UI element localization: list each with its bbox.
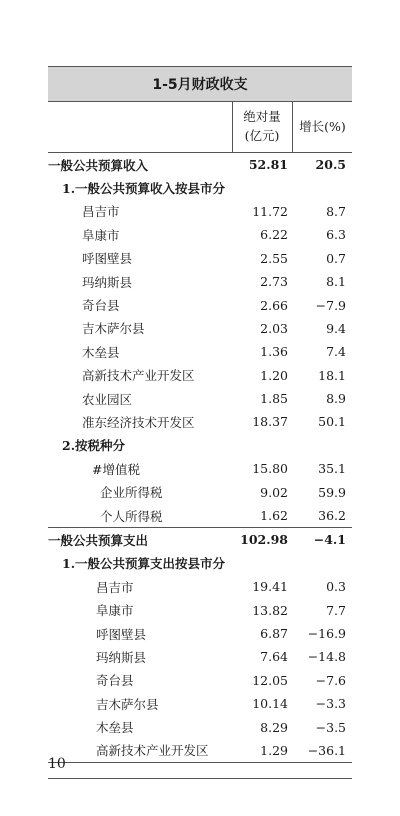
row-growth: −4.1: [313, 532, 346, 548]
footer-rule: [48, 778, 352, 779]
row-label: 昌吉市: [82, 204, 120, 220]
row-absolute-amount: 1.36: [260, 344, 288, 360]
row-growth: −3.5: [315, 719, 346, 735]
table-row: [48, 528, 352, 551]
row-label: 木垒县: [82, 344, 120, 360]
table-row: [48, 317, 352, 340]
row-growth: 6.3: [326, 227, 346, 243]
row-growth: 20.5: [315, 157, 346, 173]
row-label: 呼图壁县: [82, 251, 133, 267]
row-absolute-amount: 1.62: [260, 508, 288, 524]
table-row: [48, 480, 352, 503]
row-growth: −14.8: [307, 649, 346, 665]
row-label: 木垒县: [96, 720, 134, 736]
table-row: [48, 598, 352, 621]
row-absolute-amount: 12.05: [252, 672, 288, 688]
table-row: [48, 552, 352, 575]
row-absolute-amount: 6.87: [260, 626, 288, 641]
fiscal-table: [48, 66, 352, 763]
row-absolute-amount: 9.02: [260, 484, 288, 500]
row-absolute-amount: 11.72: [252, 203, 288, 219]
row-growth: −3.3: [315, 696, 346, 712]
row-growth: 50.1: [318, 414, 346, 430]
table-row: [48, 153, 352, 176]
row-label: 准东经济技术开发区: [82, 414, 195, 430]
table-header: [48, 102, 352, 153]
row-label: 高新技术产业开发区: [96, 743, 209, 759]
row-absolute-amount: 2.03: [260, 320, 288, 336]
row-growth: −7.6: [315, 672, 346, 688]
row-label: 1.一般公共预算支出按县市分: [62, 556, 226, 572]
row-growth: 35.1: [318, 461, 346, 477]
table-title: 1-5月财政收支: [48, 66, 352, 102]
table-body: [48, 153, 352, 763]
row-growth: 0.7: [326, 250, 346, 266]
row-label: 昌吉市: [96, 579, 134, 595]
header-abs-line2: (亿元): [244, 128, 280, 143]
row-growth: 36.2: [318, 508, 346, 524]
row-label: #增值税: [92, 461, 140, 477]
row-label: 吉木萨尔县: [96, 696, 159, 712]
row-label: 吉木萨尔县: [82, 321, 145, 337]
table-row: [48, 176, 352, 199]
row-absolute-amount: 10.14: [252, 696, 288, 712]
row-growth: 0.3: [326, 579, 346, 595]
page-number: 10: [48, 756, 66, 772]
row-absolute-amount: 15.80: [252, 461, 288, 477]
row-absolute-amount: 1.29: [260, 742, 288, 758]
row-growth: −36.1: [307, 742, 346, 758]
row-label: 玛纳斯县: [96, 649, 147, 665]
row-growth: −16.9: [307, 626, 346, 641]
row-label: 玛纳斯县: [82, 274, 133, 290]
row-absolute-amount: 6.22: [260, 227, 288, 243]
table-row: [48, 622, 352, 645]
row-label: 高新技术产业开发区: [82, 368, 195, 384]
row-label: 奇台县: [82, 298, 120, 314]
row-absolute-amount: 52.81: [248, 157, 288, 173]
header-growth: 增长(%): [299, 119, 346, 134]
row-absolute-amount: 1.20: [260, 367, 288, 383]
row-label: 阜康市: [82, 227, 120, 243]
row-label: 阜康市: [96, 603, 134, 619]
row-label: 农业园区: [82, 391, 133, 407]
table-row: [48, 387, 352, 410]
table-row: [48, 293, 352, 316]
row-absolute-amount: 2.73: [260, 274, 288, 290]
table-row: [48, 247, 352, 270]
row-growth: 8.1: [326, 274, 346, 290]
row-label: 企业所得税: [100, 485, 163, 501]
row-absolute-amount: 19.41: [252, 579, 288, 595]
table-row: [48, 715, 352, 738]
row-absolute-amount: 13.82: [252, 602, 288, 618]
table-row: [48, 669, 352, 692]
table-row: [48, 457, 352, 480]
table-row: [48, 645, 352, 668]
table-row: [48, 270, 352, 293]
table-bottom-rule: [48, 762, 352, 763]
row-growth: 7.7: [326, 602, 346, 618]
table-row: [48, 692, 352, 715]
row-label: 奇台县: [96, 673, 134, 689]
row-growth: 18.1: [318, 367, 346, 383]
table-row: [48, 223, 352, 246]
row-absolute-amount: 8.29: [260, 719, 288, 735]
row-label: 一般公共预算收入: [48, 157, 149, 173]
row-label: 呼图壁县: [96, 626, 147, 642]
table-row: [48, 340, 352, 363]
row-label: 2.按税种分: [62, 438, 126, 454]
row-growth: 8.9: [326, 391, 346, 407]
row-absolute-amount: 102.98: [240, 532, 288, 548]
row-absolute-amount: 7.64: [260, 649, 288, 665]
table-row: [48, 434, 352, 457]
table-row: [48, 200, 352, 223]
table-row: [48, 739, 352, 762]
row-label: 一般公共预算支出: [48, 532, 149, 548]
row-absolute-amount: 2.66: [260, 297, 288, 313]
row-growth: 59.9: [318, 484, 346, 500]
header-abs-line1: 绝对量: [243, 109, 281, 124]
table-row: [48, 504, 352, 527]
row-label: 1.一般公共预算收入按县市分: [62, 181, 226, 197]
row-growth: 9.4: [326, 320, 346, 336]
table-row: [48, 364, 352, 387]
row-growth: 7.4: [326, 344, 346, 360]
row-absolute-amount: 1.85: [260, 391, 288, 407]
row-label: 个人所得税: [100, 508, 163, 524]
table-row: [48, 575, 352, 598]
row-growth: −7.9: [315, 297, 346, 313]
table-row: [48, 410, 352, 433]
row-absolute-amount: 18.37: [252, 414, 288, 430]
row-absolute-amount: 2.55: [260, 250, 288, 266]
row-growth: 8.7: [326, 203, 346, 219]
header-absolute-amount: [233, 107, 291, 145]
